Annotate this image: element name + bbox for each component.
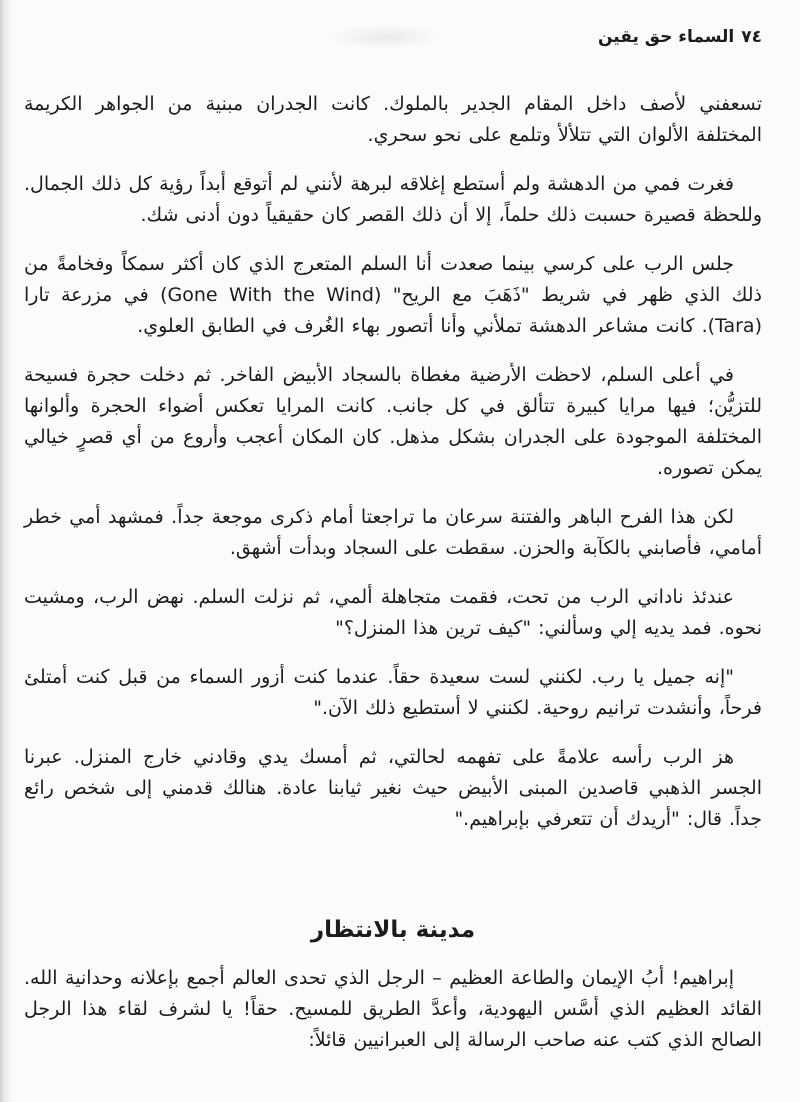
paragraph-6: عندئذ ناداني الرب من تحت، فقمت متجاهلة ألمي، ثم نزلت السلم. نهض الرب، ومشيت نحوه. فمد يديه إلي وسألني: "كيف ترين هذا المنزل؟" <box>24 586 762 639</box>
closing-paragraph: إبراهيم! أبُ الإيمان والطاعة العظيم – الرجل الذي تحدى العالم أجمع بإعلانه وحدانية الله. القائد العظيم الذي أسَّس اليهودية، وأعدَّ الطريق للمسيح. حقاً! يا لشرف لقاء هذا الرجل الصالح الذي كتب عنه صاحب الرسالة إلى العبرانيين قائلاً: <box>24 967 762 1051</box>
scan-edge-artifact <box>0 0 12 1102</box>
paragraph-4: في أعلى السلم، لاحظت الأرضية مغطاة بالسجاد الأبيض الفاخر. ثم دخلت حجرة فسيحة للتزيُّن؛ فيها مرايا كبيرة تتألق في كل جانب. كانت المرايا تعكس أضواء الحجرة وألوانها المختلفة الموجودة على الجدران بشكل مذهل. كان المكان أعجب وأروع من أي قصرٍ خيالي يمكن تصوره. <box>24 364 762 479</box>
running-header <box>24 25 762 49</box>
body-text <box>24 89 762 1056</box>
book-title: السماء حق يقين <box>597 27 735 47</box>
paragraph-2: فغرت فمي من الدهشة ولم أستطع إغلاقه لبرهة لأنني لم أتوقع أبداً رؤية كل ذلك الجمال. وللحظة قصيرة حسبت ذلك حلماً، إلا أن ذلك القصر كان حقيقياً دون أدنى شك. <box>24 173 762 226</box>
book-page <box>24 25 762 1074</box>
page-number: ٧٤ <box>741 27 762 47</box>
paragraph-7: "إنه جميل يا رب. لكنني لست سعيدة حقاً. عندما كنت أزور السماء من قبل كنت أمتلئ فرحاً، وأنشدت ترانيم روحية. لكنني لا أستطيع ذلك الآن." <box>24 666 762 719</box>
paragraph-5: لكن هذا الفرح الباهر والفتنة سرعان ما تراجعتا أمام ذكرى موجعة جداً. فمشهد أمي خطر أمامي، فأصابني بالكآبة والحزن. سقطت على السجاد وبدأت أشهق. <box>24 506 762 559</box>
paragraph-3: جلس الرب على كرسي بينما صعدت أنا السلم المتعرج الذي كان أكثر سمكاً وفخامةً من ذلك الذي ظهر في شريط "ذَهَبَ مع الريح" (Gone With the Wind) في مزرعة تارا (Tara). كانت مشاعر الدهشة تملأني وأنا أتصور بهاء الغُرف في الطابق العلوي. <box>24 253 762 337</box>
section-heading: مدينة بالانتظار <box>310 917 476 943</box>
paragraph-8: هز الرب رأسه علامةً على تفهمه لحالتي، ثم أمسك يدي وقادني خارج المنزل. عبرنا الجسر الذهبي قاصدين المبنى الأبيض حيث نغير ثيابنا عادة. هنالك قدمني إلى شخص رائع جداً. قال: "أريدك أن تتعرفي بإبراهيم." <box>24 746 762 830</box>
paragraph-1: تسعفني لأصف داخل المقام الجدير بالملوك. كانت الجدران مبنية من الجواهر الكريمة المختلفة الألوان التي تتلألأ وتلمع على نحو سحري. <box>24 93 762 146</box>
